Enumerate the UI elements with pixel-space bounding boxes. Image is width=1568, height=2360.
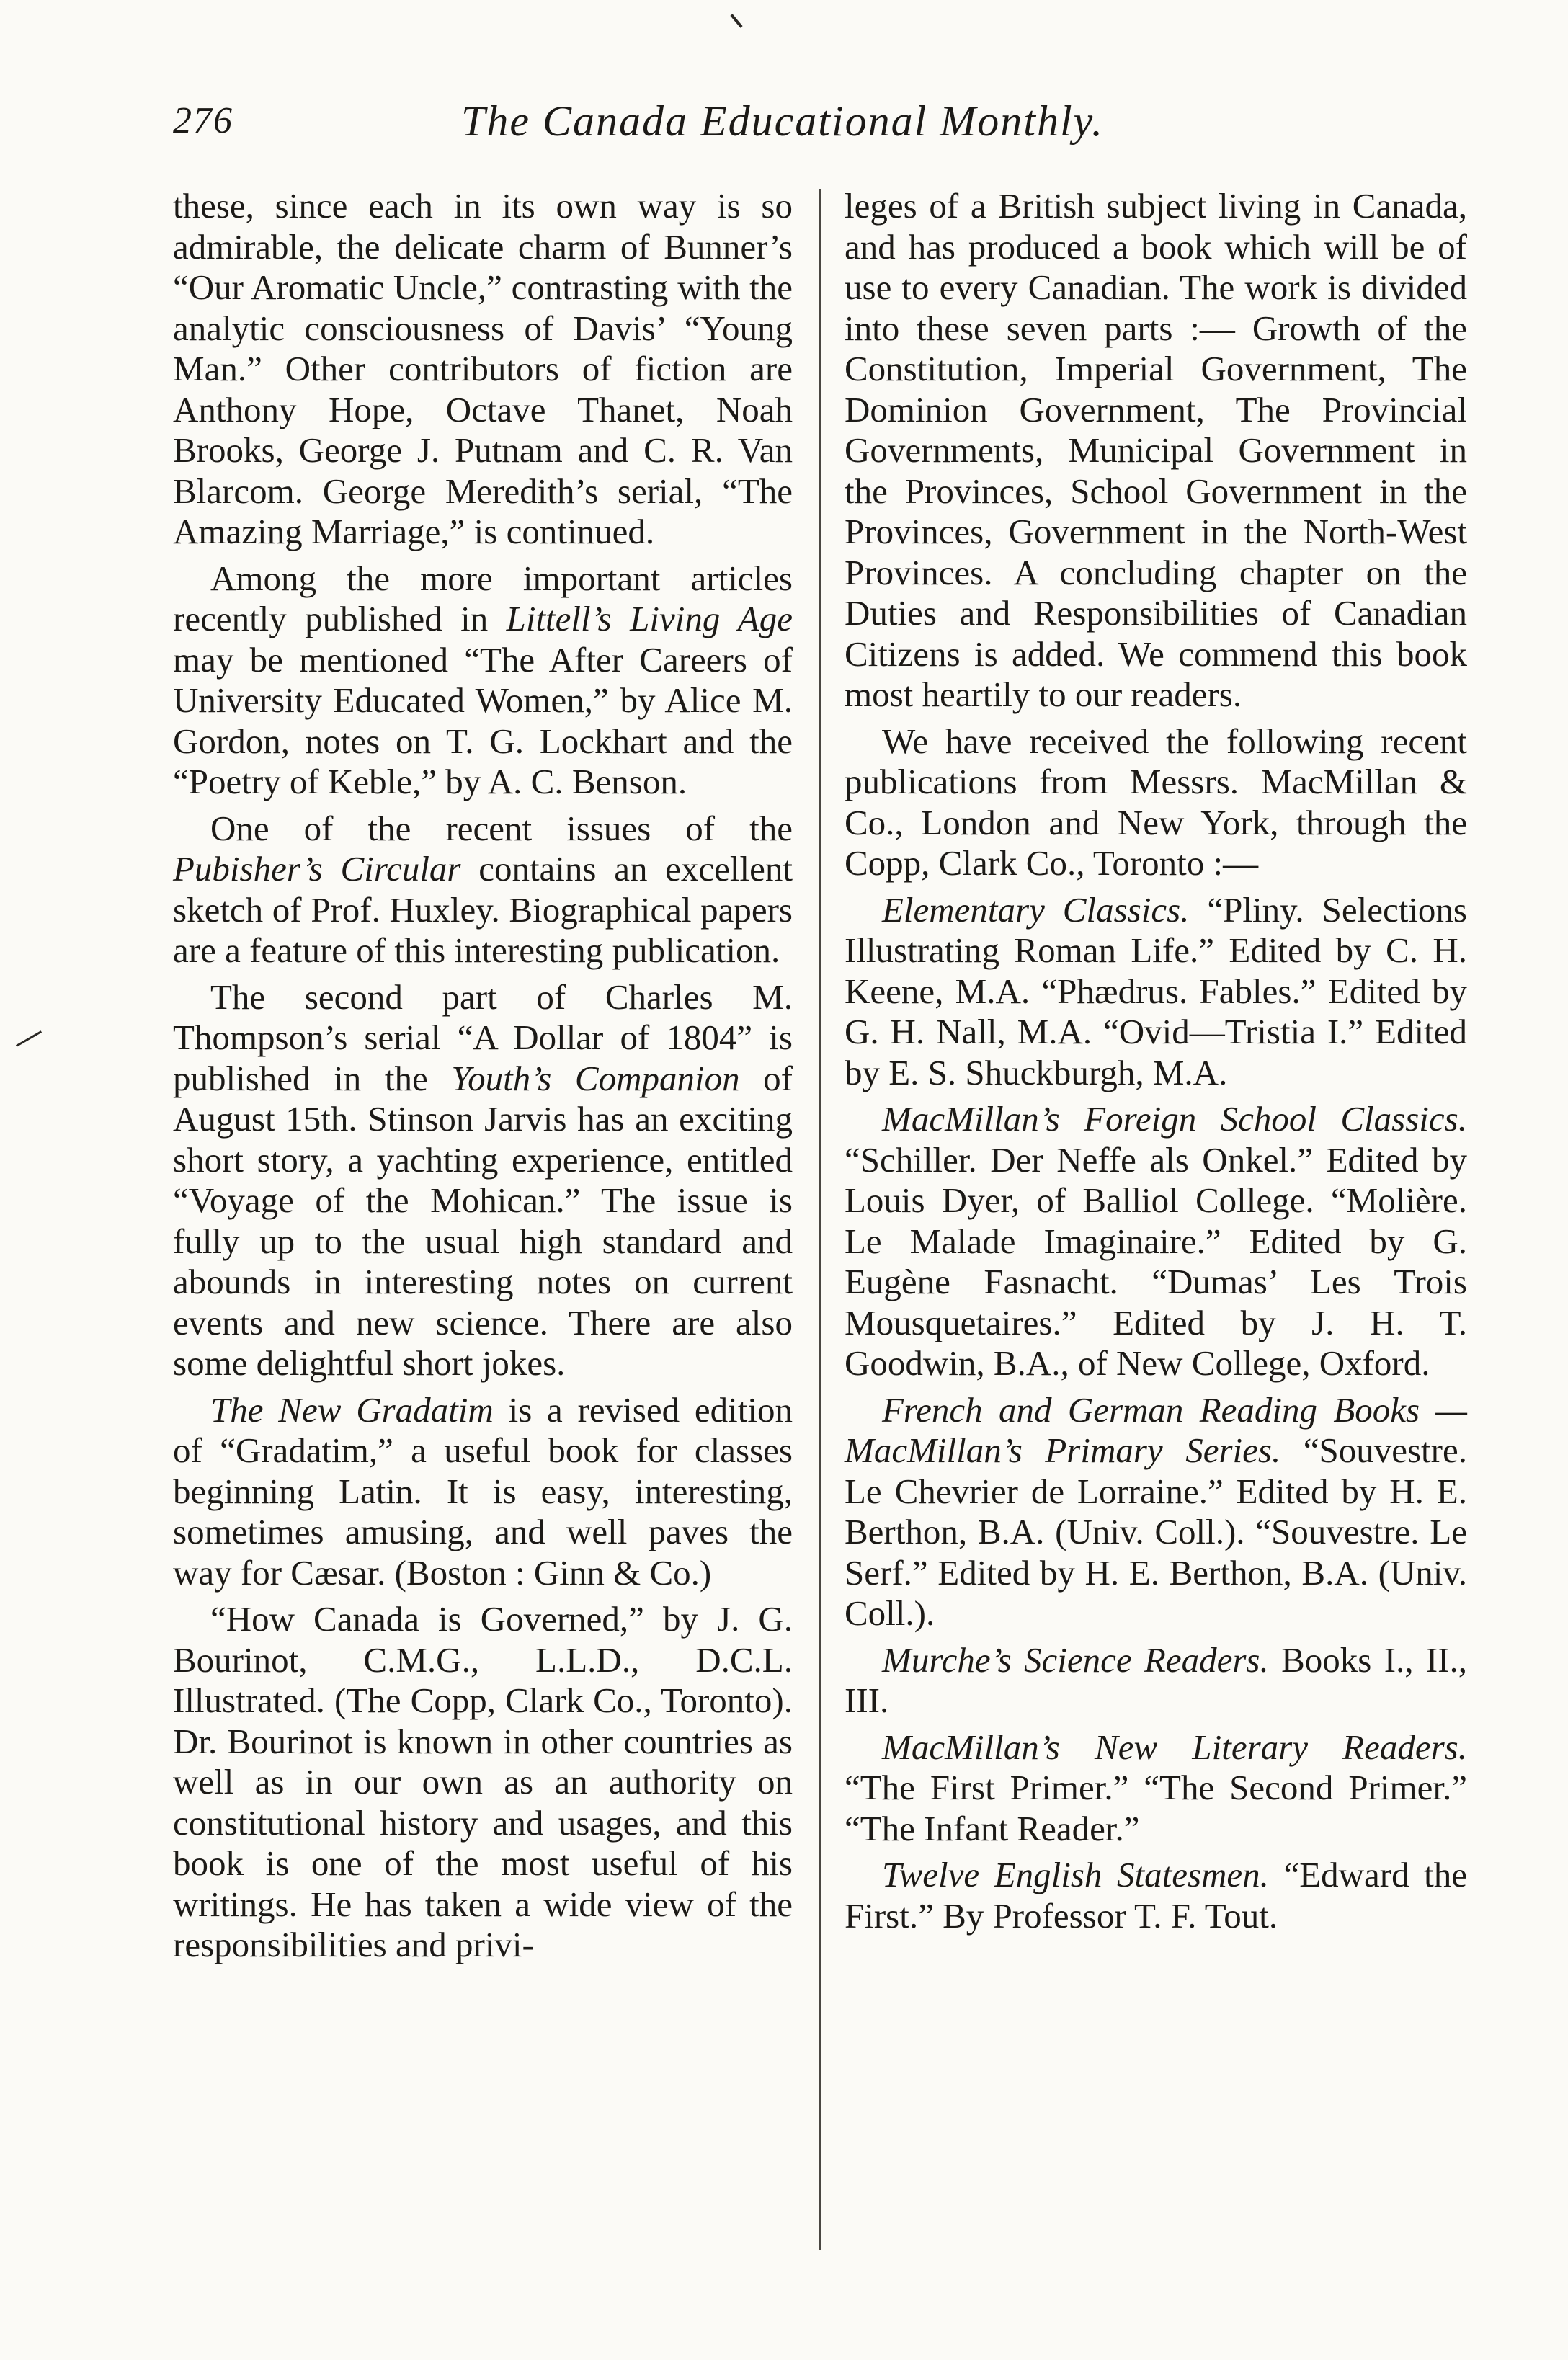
body-text: contains an excellent sketch of Prof. Huxley. Biographical papers are a feature of this interesting publication.	[173, 849, 793, 970]
column-rule	[819, 189, 821, 2250]
paragraph	[845, 890, 1467, 1094]
italic-title: Twelve English Statesmen.	[882, 1855, 1269, 1894]
body-text: “How Canada is Governed,” by J. G. Bourinot, C.M.G., L.L.D., D.C.L. Illustrated. (The Copp, Clark Co., Toronto). Dr. Bourinot is known in other countries as well as in our own as an authority on constitutional history and usages, and this book is one of the most useful of his writings. He has taken a wide view of the responsibilities and privi-	[173, 1599, 793, 1964]
body-text: may be mentioned “The After Careers of University Educated Women,” by Alice M. Gordon, notes on T. G. Lockhart and the “Poetry of Keble,” by A. C. Benson.	[173, 639, 793, 801]
italic-title: MacMillan’s Foreign School Classics.	[882, 1099, 1467, 1139]
italic-title: Pubisher’s Circular	[173, 849, 461, 889]
body-text: is a revised edition of “Gradatim,” a useful book for classes beginning Latin. It is easy, interesting, sometimes amusing, and well paves the way for Cæsar. (Boston : Ginn & Co.)	[173, 1389, 793, 1593]
paragraph	[845, 1855, 1467, 1936]
body-text: “Edward the First.” By Professor T. F. Tout.	[845, 1855, 1467, 1936]
body-text: of August 15th. Stinson Jarvis has an exciting short story, a yachting experience, entitled “Voyage of the Mohican.” The issue is fully up to the usual high standard and abounds in interesting notes on current events and new science. There are also some delightful short jokes.	[173, 1058, 793, 1383]
scan-mark	[16, 1030, 42, 1047]
paragraph	[845, 1727, 1467, 1850]
body-text: “Schiller. Der Neffe als Onkel.” Edited by Louis Dyer, of Balliol College. “Molière. Le Malade Imaginaire.” Edited by G. Eugène Fasnacht. “Dumas’ Les Trois Mousquetaires.” Edited by J. H. T. Goodwin, B.A., of New College, Oxford.	[845, 1139, 1467, 1383]
scan-mark	[730, 14, 742, 27]
body-text: Among the more important articles recently published in	[173, 558, 793, 638]
body-text: “The First Primer.” “The Second Primer.” “The Infant Reader.”	[845, 1768, 1467, 1848]
body-text: One of the recent issues of the	[210, 808, 793, 848]
italic-title: Elementary Classics.	[882, 889, 1190, 930]
italic-title: French and German Reading Books —MacMillan’s Primary Series.	[845, 1389, 1467, 1470]
page-number: 276	[173, 100, 233, 141]
paragraph	[173, 1599, 793, 1966]
paragraph	[845, 1640, 1467, 1722]
running-title: The Canada Educational Monthly.	[461, 97, 1104, 145]
italic-title: Youth’s Companion	[451, 1058, 740, 1098]
italic-title: MacMillan’s New Literary Readers.	[882, 1727, 1467, 1767]
paragraph	[173, 558, 793, 803]
italic-title: Littell’s Living Age	[506, 599, 793, 638]
body-text: Books I., II., III.	[845, 1639, 1467, 1720]
body-text: “Souvestre. Le Chevrier de Lorraine.” Edited by H. E. Berthon, B.A. (Univ. Coll.). “Souvestre. Le Serf.” Edited by H. E. Berthon, B.A. (Univ. Coll.).	[845, 1430, 1467, 1633]
paragraph	[173, 1390, 793, 1594]
italic-title: The New Gradatim	[210, 1389, 494, 1430]
paragraph	[845, 186, 1467, 716]
body-text: “Pliny. Selections Illustrating Roman Life.” Edited by C. H. Keene, M.A. “Phædrus. Fables.” Edited by G. H. Nall, M.A. “Ovid—Tristia I.” Edited by E. S. Shuckburgh, M.A.	[845, 889, 1467, 1092]
paragraph	[173, 186, 793, 553]
paragraph	[173, 977, 793, 1384]
paragraph	[845, 721, 1467, 884]
paragraph	[845, 1390, 1467, 1634]
body-text: these, since each in its own way is so admirable, the delicate charm of Bunner’s “Our Aromatic Uncle,” contrasting with the analytic consciousness of Davis’ “Young Man.” Other contributors of fiction are Anthony Hope, Octave Thanet, Noah Brooks, George J. Putnam and C. R. Van Blarcom. George Meredith’s serial, “The Amazing Marriage,” is continued.	[173, 186, 793, 551]
paragraph	[845, 1099, 1467, 1384]
body-text: leges of a British subject living in Canada, and has produced a book which will be of use to every Canadian. The work is divided into these seven parts :— Growth of the Constitution, Imperial Government, The Dominion Government, The Provincial Governments, Municipal Government in the Provinces, School Government in the Provinces, Government in the North-West Provinces. A concluding chapter on the Duties and Responsibilities of Canadian Citizens is added. We commend this book most heartily to our readers.	[845, 186, 1467, 714]
paragraph	[173, 809, 793, 971]
body-text: We have received the following recent publications from Messrs. MacMillan & Co., London and New York, through the Copp, Clark Co., Toronto :—	[845, 721, 1467, 883]
left-column	[173, 186, 793, 1972]
italic-title: Murche’s Science Readers.	[882, 1639, 1269, 1680]
body-text: The second part of Charles M. Thompson’s serial “A Dollar of 1804” is published in the	[173, 976, 793, 1098]
right-column	[845, 186, 1467, 1942]
